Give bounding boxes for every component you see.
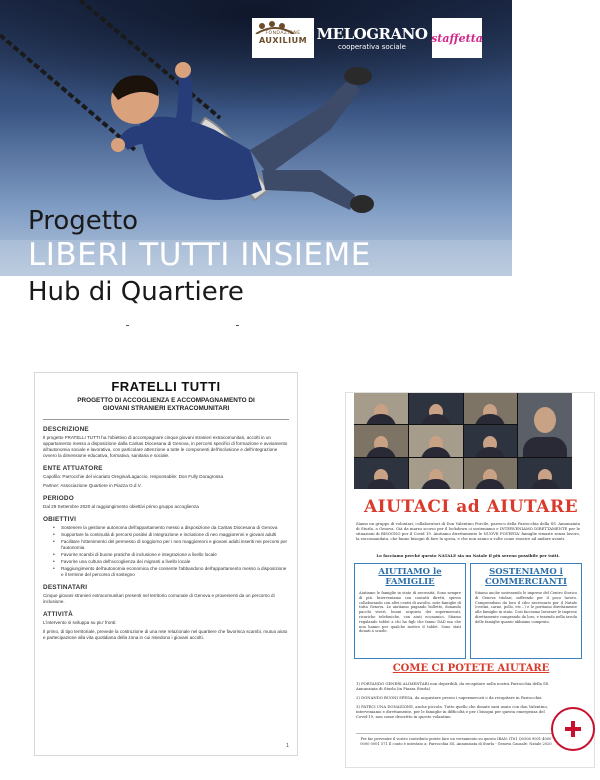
video-tile	[464, 425, 518, 456]
title-line-hub: Hub di Quartiere	[28, 277, 244, 307]
video-tile	[354, 393, 408, 424]
section-text-periodo: Dal 29 Settembre 2020 al raggiungimento obiettivi primo gruppo accoglienza	[43, 504, 199, 509]
section-text-attivita-1: L'intervento si sviluppa su piu' fronti:	[43, 620, 117, 625]
help-step-3: 3) FATECI UNA DONAZIONE, anche piccola. Tutto quello che donate sarà usato con don Valentino, interveniamo e direttamente, per le famiglie in difficoltà e per i bisogni per questa emergenza del Covid-19, non come descritto in questo volantino.	[356, 704, 548, 719]
fratelli-tutti-document	[34, 372, 298, 756]
list-item: • Supportare la continuità di percorsi positivi di integrazione e inclusione di neo maggiorenni e giovani adulti	[53, 532, 289, 538]
document-divider	[43, 419, 289, 420]
video-call-grid	[354, 393, 572, 489]
famiglie-box-text: Aiutiamo le famiglie in stato di necessità. Sono sempre di più. Interveniamo con contatti diretti, spesso collaborando con altri centri di ascolto, note famiglie di tutta Genova. Le aiutiamo pagando bollette, donando pacchi viveri, buoni acquisto dei supermercati, ricariche telefoniche, con aiuti economici. Stiamo regalando tablet a chi ha figli che fanno DAD ma che non hanno per qualche motivo il tablet. Sono stati donati a scuole.	[359, 591, 461, 634]
famiglie-box-title: AIUTIAMO le FAMIGLIE	[378, 567, 442, 587]
section-text-partner: Partner: Associazione Quartiere in Piazza O.d.V.	[43, 483, 142, 488]
document-title: FRATELLI TUTTI	[111, 379, 221, 394]
video-tile-speaker	[518, 393, 572, 457]
melograno-logo	[316, 18, 428, 58]
video-tile	[409, 458, 463, 489]
video-tile	[464, 458, 518, 489]
section-heading-destinatari: DESTINATARI	[43, 584, 88, 591]
list-item: • Sostenere la gestione autonoma dell'appartamento messo a disposizione da Caritas Diocesana di Genova	[53, 525, 289, 531]
flyer-intro: Siamo un gruppo di volontari, collaboratori di Don Valentino Porcile, parroco della Parrocchia della SS. Annunziata di Sturla, a Genova. Già da marzo scorso per il lockdown ci sosteniamo e INTERVENIAMO DIRETTAMENTE per le situazioni di BISOGNO per il Covid 19. Aiutiamo direttamente le NUOVE POVERTA' famiglie rimaste senza lavoro, la raccomandata, che fanno bisogni di fare la spesa, e che non sanno a volte come riuscire ad andare avanti.	[356, 521, 580, 541]
document-subtitle-1: PROGETTO DI ACCOGLIENZA E ACCOMPAGNAMENTO DI	[77, 397, 255, 404]
aiutaci-flyer	[345, 392, 595, 768]
auxilium-logo	[252, 18, 314, 58]
obiettivi-list	[53, 525, 289, 578]
parish-seal-icon	[551, 707, 595, 751]
section-text-attivita-2: Il primo, di tipo territoriale, prevede la costruzione di una rete relazionale nel quartiere che favorisca scambi, mutuo aiuto e partecipazione alla vita quotidiana della zona in cui risiedono i giovani accolti.	[43, 629, 288, 640]
section-text-capofila: Capofila: Parrocchie del vicariato Oregina/Lagaccio, responsabile: Don Fully Doragrossa	[43, 474, 224, 479]
section-heading-obiettivi: OBIETTIVI	[43, 516, 77, 523]
divider-mark	[236, 325, 239, 326]
help-step-1: 1) PORTANDO GENERI ALIMENTARI non deperibili, da recapitare nella nostra Parrocchia della SS. Annunziata di Sturla (in Piazza Sturla)	[356, 681, 550, 691]
section-text-destinatari: Cinque giovani stranieri extracomunitari presenti nel territorio comunale di Genova e provenienti da un percorso di inclusione.	[43, 593, 275, 604]
auxilium-logo-text: AUXILIUM	[258, 36, 308, 45]
divider-mark	[126, 325, 129, 326]
staffetta-logo-text: staffetta	[431, 31, 483, 45]
auxilium-mark-icon	[252, 18, 301, 36]
title-line-progetto: Progetto	[28, 206, 139, 236]
donation-footer: Per far pervenire il vostro contributo potete fare un versamento su questo IBAN: IT61 Q0306 9001 4000 0000 0001 571 Il conto è intestato a: Parrocchia SS. Annunziata di Sturla - Genova Causale: Natale 2020	[356, 733, 556, 746]
section-heading-periodo: PERIODO	[43, 495, 74, 502]
section-heading-descrizione: DESCRIZIONE	[43, 426, 89, 433]
video-tile	[518, 458, 572, 489]
list-item: • Favorire scambi di buone pratiche di inclusione e integrazione a livello locale	[53, 552, 289, 558]
commercianti-box	[470, 563, 582, 659]
video-tile	[409, 393, 463, 424]
flyer-heading: AIUTACI ad AIUTARE	[363, 497, 579, 517]
melograno-logo-subtitle: cooperativa sociale	[338, 43, 406, 51]
help-step-2: 2) DONANDO BUONI SPESA, da acquistare presso i supermercati o da recapitare in Parrocchia	[356, 695, 542, 700]
help-steps	[356, 681, 556, 723]
list-item: • Facilitare l'ottenimento del permesso di soggiorno per i neo maggiorenni e giovani adulti inseriti nei percorsi per l'autonomia	[53, 539, 289, 551]
page-number: 1	[285, 743, 289, 749]
section-heading-ente: ENTE ATTUATORE	[43, 465, 103, 472]
list-item: • Favorire una cultura dell'accoglienza dei migranti a livello locale	[53, 559, 289, 565]
commercianti-box-text: Stiamo anche sostenendo le imprese del Centro Storico di Genova titolari, soffrendo per il poco lavoro. Comprendono da loro il cibo necessario per il Natale (cestini, carne, pollo, etc...) e le portiamo direttamente alle famiglie in stato. Così facciamo lavorare le imprese direttamente comprando da loro, e tenendo nella tavola delle famiglie quanto abbiamo comprato.	[475, 591, 577, 624]
video-tile	[354, 458, 408, 489]
title-line-liberi-tutti: LIBERI TUTTI INSIEME	[28, 237, 371, 273]
video-tile	[464, 393, 518, 424]
commercianti-box-title: SOSTENIAMO i COMMERCIANTI	[485, 567, 567, 587]
staffetta-logo	[432, 18, 482, 58]
section-text-descrizione: Il progetto FRATELLI TUTTI ha l'obiettivo di accompagnare cinque giovani stranieri extracomunitari, accolti in un appartamento messo a disposizione dalla Caritas Diocesana di Genova, in percorsi specifici di formazione e avviamento all'autonomia sociale e lavorativa, con particolare attenzione a tutte le componenti dell'inclusione e dell'integrazione ovvero la dimensione educativa, formativa, sanitaria e sociale.	[43, 435, 288, 458]
project-title-block	[28, 206, 371, 308]
auxilium-logo-caption: FONDAZIONE	[265, 31, 301, 36]
melograno-logo-text: MELOGRANO	[316, 25, 428, 43]
famiglie-box	[354, 563, 466, 659]
section-heading-attivita: ATTIVITÀ	[43, 611, 73, 618]
document-subtitle-2: GIOVANI STRANIERI EXTRACOMUNITARI	[102, 405, 230, 412]
list-item: • Raggiungimento dell'autonomia economica che consente l'abbandono dell'appartamento messo a disposizione e il termine del percorso di sostegno	[53, 566, 289, 578]
come-aiutare-heading: COME CI POTETE AIUTARE	[392, 663, 550, 674]
cross-icon	[565, 721, 581, 737]
video-tile	[409, 425, 463, 456]
video-tile	[354, 425, 408, 456]
flyer-intro-bold: Lo facciamo perché questo NATALE sia un Natale il più sereno possibile per tutti.	[376, 553, 560, 558]
